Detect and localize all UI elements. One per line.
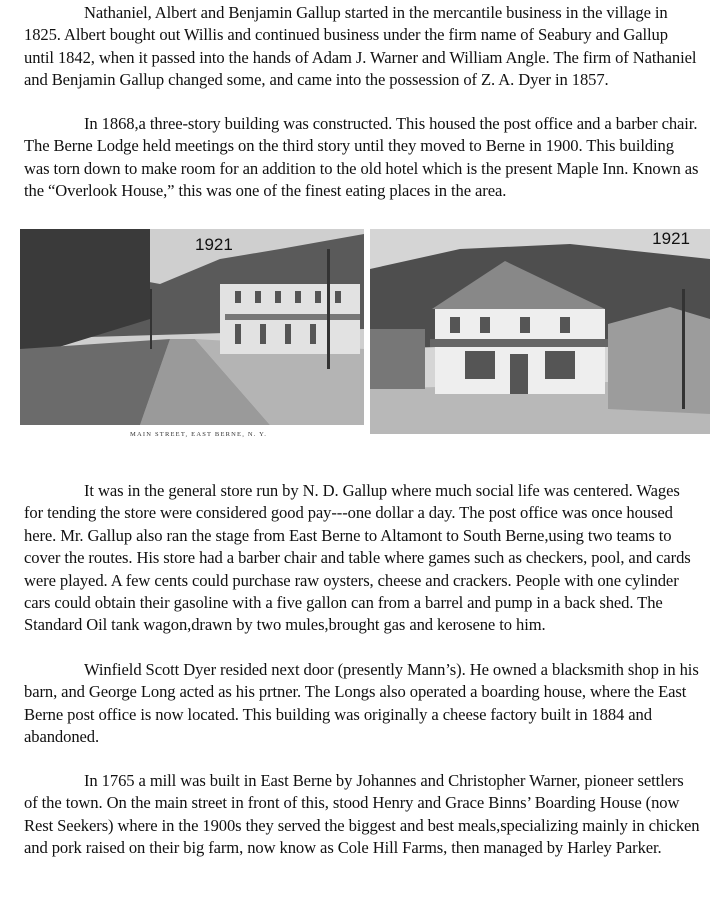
general-store-photo-illustration <box>370 229 710 434</box>
photo-main-street-1921 <box>20 229 364 425</box>
photo-year-label: 1921 <box>652 229 690 248</box>
photo-caption: MAIN STREET, EAST BERNE, N. Y. <box>130 431 268 438</box>
paragraph-dyer-blacksmith: Winfield Scott Dyer resided next door (presently Mann’s). He owned a blacksmith shop in his barn, and George Long acted as his prtner. The Longs also operated a boarding house, where the East Berne post office is now located. This building was originally a cheese factory built in 1884 and abandoned. <box>24 660 699 747</box>
paragraph-general-store: It was in the general store run by N. D. Gallup where much social life was centered. Wages for tending the store were considered good pay---one dollar a day. The post office was once housed here. Mr. Gallup also ran the stage from East Berne to Altamont to South Berne,using two teams to cover the routes. His store had a barber chair and table where games such as checkers, pool, and cards were played. A few cents could purchase raw oysters, cheese and crackers. People with one cylinder cars could obtain their gasoline with a five gallon can from a barrel and pump in a back shed. The Standard Oil tank wagon,drawn by two mules,brought gas and kerosene to him. <box>24 481 691 635</box>
paragraph-gallup-mercantile: Nathaniel, Albert and Benjamin Gallup started in the mercantile business in the village in 1825. Albert bought out Willis and continued business under the firm name of Seabury and Gallup until 1842, when it passed into the hands of Adam J. Warner and William Angle. The firm of Nathaniel and Benjamin Gallup changed some, and came into the possession of Z. A. Dyer in 1857. <box>24 3 697 90</box>
photo-general-store-1921 <box>370 229 710 434</box>
paragraph-three-story-building: In 1868,a three-story building was constructed. This housed the post office and a barber chair. The Berne Lodge held meetings on the third story until they moved to Berne in 1900. This building was torn down to make room for an addition to the old hotel which is the present Maple Inn. Known as the “Overlook House,” this was one of the finest eating places in the area. <box>24 114 699 201</box>
paragraph-mill-boarding-house: In 1765 a mill was built in East Berne by Johannes and Christopher Warner, pioneer settlers of the town. On the main street in front of this, stood Henry and Grace Binns’ Boarding House (now Rest Seekers) where in the 1900s they served the biggest and best meals,specializing mainly in chicken and pork raised on their big farm, now know as Cole Hill Farms, then managed by Harley Parker. <box>24 771 700 858</box>
photo-year-label: 1921 <box>195 235 233 254</box>
main-street-photo-illustration <box>20 229 364 425</box>
